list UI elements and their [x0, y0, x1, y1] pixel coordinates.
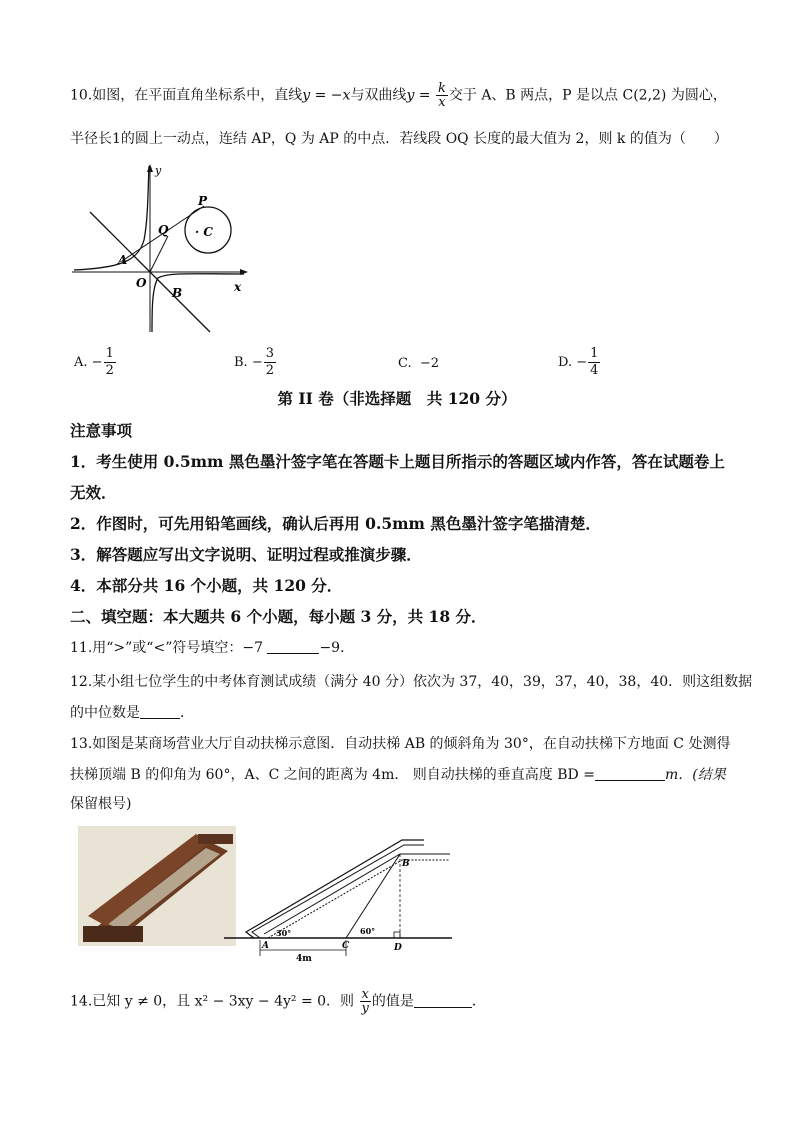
y-axis-arrow [147, 164, 153, 172]
q10-text-c: 交于 A、B 两点，P 是以点 C(2,2) 为圆心， [448, 87, 727, 104]
q10-coordinate-figure [68, 160, 258, 336]
hyperbola-upper-left [74, 166, 149, 270]
label-a: A [262, 941, 269, 951]
right-angle-mark [394, 932, 400, 938]
option-sign: − [251, 355, 263, 370]
q10-text-a: 10.如图，在平面直角坐标系中，直线 [70, 87, 303, 104]
q10-line1 [70, 82, 730, 109]
option-sign: − [576, 355, 588, 370]
label-x: x [234, 280, 242, 294]
option-sign: − [91, 355, 103, 370]
label-y: y [155, 164, 162, 177]
q13-text-b: m．(结果 [664, 767, 726, 783]
hyperbola-lower-right [152, 274, 244, 332]
q13-text-a: 扶梯顶端 B 的仰角为 60°，A、C 之间的距离为 4m． 则自动扶梯的垂直高度 BD = [70, 767, 595, 783]
option-fraction [588, 346, 600, 379]
note-1-line1: 1．考生使用 0.5mm 黑色墨汁签字笔在答题卡上题目所指示的答题区域内作答，答在试题卷上 [70, 452, 725, 471]
label-c: · C [195, 225, 213, 239]
rail-top-inner [252, 845, 424, 938]
q10-option-d[interactable] [558, 346, 601, 379]
label-p: P [198, 194, 208, 208]
option-num: 3 [265, 346, 275, 361]
section-2-title: 第 II 卷（非选择题 共 120 分） [277, 389, 517, 408]
option-fraction [264, 346, 276, 379]
q14 [70, 988, 730, 1015]
rail-top-outer [246, 840, 424, 938]
q14-frac-den: y [361, 1001, 369, 1016]
q10-line-equation: y = −x [302, 87, 351, 104]
option-num: 1 [590, 346, 599, 361]
option-value: −2 [419, 356, 440, 371]
label-d: D [394, 943, 402, 953]
q10-text-b: 与双曲线 [350, 87, 407, 104]
option-den: 4 [590, 363, 599, 378]
q12-answer-blank[interactable] [140, 704, 180, 719]
label-c: C [342, 941, 350, 951]
q10-hyperbola-fraction [436, 82, 448, 109]
q14-text-a: 14.已知 y ≠ 0，且 x² − 3xy − 4y² = 0．则 [70, 993, 355, 1010]
q10-frac-num: k [437, 81, 446, 96]
escalator-photo [78, 826, 236, 946]
q12-line1: 12.某小组七位学生的中考体育测试成绩（满分 40 分）依次为 37，40，39，37，40，38，40．则这组数据 [70, 674, 753, 690]
segment-oq [150, 236, 168, 272]
q14-text-b: 的值是 [371, 993, 414, 1010]
q13-answer-blank[interactable] [595, 766, 665, 781]
option-letter: D. [558, 355, 573, 370]
option-letter: B. [234, 355, 248, 370]
option-fraction [104, 346, 116, 379]
label-a: A [118, 253, 128, 267]
q11-text-b: −9． [319, 640, 355, 656]
option-den: 2 [265, 363, 275, 378]
escalator-diagram [224, 834, 454, 966]
note-2: 2．作图时，可先用铅笔画线，确认后再用 0.5mm 黑色墨汁签字笔描清楚． [70, 514, 601, 533]
note-4: 4．本部分共 16 个小题，共 120 分． [70, 576, 343, 595]
note-1-line2: 无效． [70, 483, 117, 502]
q10-line2: 半径长1的圆上一动点，连结 AP，Q 为 AP 的中点．若线段 OQ 长度的最大值为 2，则 k 的值为（ ） [70, 131, 728, 147]
q11 [70, 638, 730, 658]
q12-text-a: 的中位数是 [70, 705, 140, 721]
label-angle-30: 30° [276, 928, 292, 938]
q13-line2 [70, 765, 730, 785]
q12-text-b: ． [180, 705, 194, 721]
q10-option-c[interactable] [398, 356, 439, 371]
q11-text-a: 11.用“>”或“<”符号填空：−7 [70, 640, 263, 656]
q14-frac-num: x [361, 987, 369, 1002]
label-q: Q [158, 223, 169, 237]
q10-frac-den: x [438, 95, 446, 110]
q13-line3: 保留根号) [70, 796, 132, 812]
q13-line1: 13.如图是某商场营业大厅自动扶梯示意图．自动扶梯 AB 的倾斜角为 30°，在自动扶梯下方地面 C 处测得 [70, 736, 731, 752]
q14-fraction [360, 988, 371, 1015]
step-hatch [268, 860, 450, 938]
option-letter: A. [74, 355, 88, 370]
option-num: 1 [105, 346, 114, 361]
q11-answer-blank[interactable] [267, 639, 319, 654]
label-o: O [136, 276, 147, 290]
label-distance: 4m [296, 954, 312, 964]
fill-in-heading: 二、填空题：本大题共 6 个小题，每小题 3 分，共 18 分． [70, 607, 487, 626]
option-letter: C. [398, 356, 412, 371]
q14-answer-blank[interactable] [414, 993, 472, 1008]
q12-line2 [70, 703, 730, 723]
q10-option-b[interactable] [234, 346, 277, 379]
label-angle-60: 60° [360, 926, 376, 936]
q10-hyperbola-lhs: y = [406, 87, 431, 104]
q10-option-a[interactable] [74, 346, 117, 379]
escalator-base [83, 926, 143, 942]
q14-text-c: ． [471, 993, 486, 1010]
option-den: 2 [105, 363, 114, 378]
label-b: B [172, 286, 183, 300]
note-3: 3．解答题应写出文字说明、证明过程或推演步骤． [70, 545, 422, 564]
notes-heading: 注意事项 [70, 421, 133, 440]
label-b: B [402, 859, 410, 869]
